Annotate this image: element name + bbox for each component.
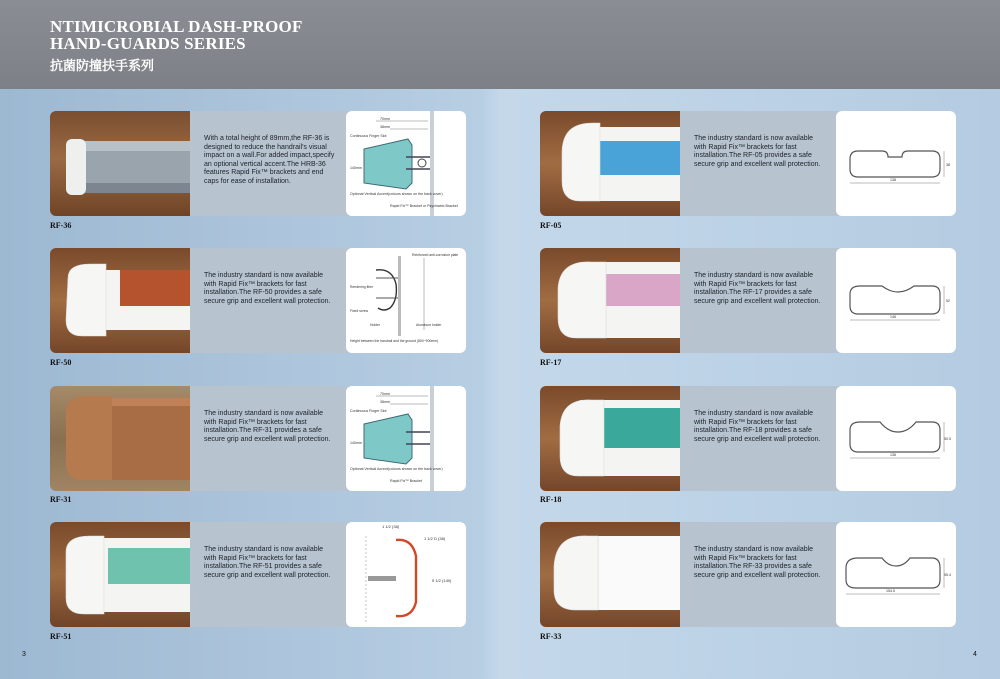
product-photo-rf-31 [50,386,190,491]
model-label-rf-33: RF-33 [540,632,562,641]
model-label-rf-31: RF-31 [50,495,72,504]
dimension-label: 1 1/2 D (38) [424,536,446,541]
installation-diagram [346,248,466,353]
title-line-1: NTIMICROBIAL DASH-PROOF [50,17,303,36]
product-description: The industry standard is now available with Rapid Fix™ brackets for fast installation.The RF-51 provides a safe secure grip and excellent wall protection. [204,546,331,579]
handrail-image [540,386,680,491]
diagram-label: Aluminum holder [416,323,442,327]
handrail-image [50,522,190,627]
diagram-label: Reinforced anti-corrosion plate [412,253,459,257]
dimension-label: 38mm [380,400,390,404]
handrail-image [540,111,680,216]
dimension-label: 50.5 [944,437,951,441]
product-card-rf-31 [50,386,466,491]
title-line-2: HAND-GUARDS SERIES [50,34,246,53]
dimension-label: 136 [890,453,896,457]
product-photo-rf-36 [50,111,190,216]
profile-diagram [836,248,956,353]
profile-diagram [836,386,956,491]
header-banner [0,0,1000,89]
dimension-label: 38 [946,163,950,167]
diagram-label: Height between the handrail and the ground (800~900mm) [350,339,439,343]
product-description: The industry standard is now available with Rapid Fix™ brackets for fast installation.The RF-50 provides a safe secure grip and excellent wall protection. [204,272,331,305]
model-label-rf-50: RF-50 [50,358,72,367]
diagram-label: Continuous Finger Slot [350,134,387,138]
diagram-label: Optional Vertical Accent(colours shown on the back cover) [350,192,443,196]
product-card-rf-36 [50,111,466,216]
handrail-image [50,248,190,353]
product-description: The industry standard is now available with Rapid Fix™ brackets for fast installation.The RF-05 provides a safe secure grip and excellent wall protection. [694,135,821,168]
product-photo-rf-50 [50,248,190,353]
product-photo-rf-51 [50,522,190,627]
product-photo-rf-18 [540,386,680,491]
product-card-rf-33 [540,522,956,627]
model-label-rf-36: RF-36 [50,221,72,230]
dimension-label: 70mm [380,117,390,121]
cross-section-diagram [346,111,466,216]
dimension-label: 5 1/2 (140) [432,578,452,583]
product-description: The industry standard is now available with Rapid Fix™ brackets for fast installation.The RF-31 provides a safe secure grip and excellent wall protection. [204,410,331,443]
handrail-image [50,386,190,491]
handrail-image [540,522,680,627]
model-label-rf-51: RF-51 [50,632,72,641]
diagram-label: Rendering fiber [350,285,374,289]
dimension-label: 1 1/2 (38) [382,524,400,529]
product-description: With a total height of 89mm,the RF-36 is designed to reduce the handrail's visual impact on a wall.For added impact,specify an optional vertical accent.The HRB-36 features Rapid Fix™ brackets and end caps for ease of installation. [204,135,335,185]
diagram-label: Fixed screw [350,309,369,313]
dimension-label: 55.4 [944,573,951,577]
product-description: The industry standard is now available with Rapid Fix™ brackets for fast installation.The RF-17 provides a safe secure grip and excellent wall protection. [694,272,821,305]
page-number-right: 4 [973,651,977,658]
product-card-rf-17 [540,248,956,353]
dimension-label: 140mm [350,441,362,445]
cross-section-diagram [346,522,466,627]
product-card-rf-05 [540,111,956,216]
handrail-image [50,111,190,216]
diagram-label: Rapid Fix™ Bracket or Psychiatric Bracket [390,204,458,208]
diagram-label: Holder [370,323,380,327]
page-title [50,18,303,52]
model-label-rf-18: RF-18 [540,495,562,504]
dimension-label: 154.5 [886,589,895,593]
product-card-rf-51 [50,522,466,627]
product-photo-rf-05 [540,111,680,216]
model-label-rf-17: RF-17 [540,358,562,367]
cross-section-diagram [346,386,466,491]
diagram-label: Rapid Fix™ Bracket [390,479,422,483]
dimension-label: 38mm [380,125,390,129]
profile-diagram [836,111,956,216]
product-description: The industry standard is now available with Rapid Fix™ brackets for fast installation.The RF-33 provides a safe secure grip and excellent wall protection. [694,546,821,579]
product-card-rf-18 [540,386,956,491]
dimension-label: 52 [946,299,950,303]
dimension-label: 146 [890,315,896,319]
product-description: The industry standard is now available with Rapid Fix™ brackets for fast installation.The RF-18 provides a safe secure grip and excellent wall protection. [694,410,821,443]
page-number-left: 3 [22,651,26,658]
diagram-label: Continuous Finger Slot [350,409,387,413]
product-photo-rf-17 [540,248,680,353]
diagram-label: Optional Vertical Accent(colours shown on the back cover) [350,467,443,471]
dimension-label: 140mm [350,166,362,170]
profile-diagram [836,522,956,627]
handrail-image [540,248,680,353]
model-label-rf-05: RF-05 [540,221,562,230]
product-card-rf-50 [50,248,466,353]
page-subtitle: 抗菌防撞扶手系列 [50,58,155,73]
dimension-label: 138 [890,178,896,182]
dimension-label: 70mm [380,392,390,396]
product-photo-rf-33 [540,522,680,627]
